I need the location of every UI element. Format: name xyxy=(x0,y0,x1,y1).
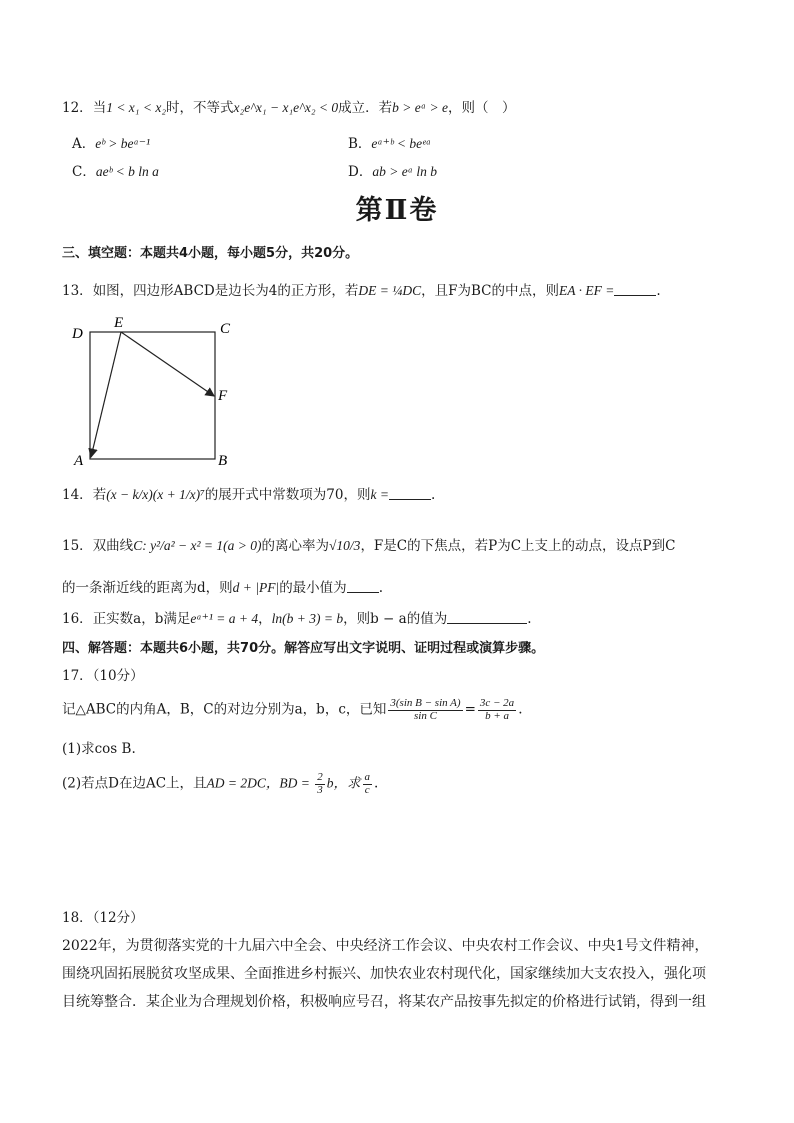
q17-label: 17．（10分） xyxy=(62,668,144,684)
q17-part2-text: (2)若点D在边AC上，且 xyxy=(62,775,207,792)
q17-stem-text: 记△ABC的内角A，B，C的对边分别为a，b，c，已知 xyxy=(62,701,387,718)
q14-label: 14． xyxy=(62,487,93,503)
question-15-line2 xyxy=(62,580,383,596)
q18-line: 围绕巩固拓展脱贫攻坚成果、全面推进乡村振兴、加快农业农村现代化，国家继续加大支农投入，强化项 xyxy=(62,966,706,982)
q17-part2-tail: . xyxy=(374,775,379,792)
option-label: C． xyxy=(72,164,96,180)
fraction-denominator: sin C xyxy=(414,709,437,722)
q16-label: 16． xyxy=(62,611,93,627)
q12-option-b[interactable] xyxy=(348,132,431,152)
q12-text-a: 当 xyxy=(92,100,107,116)
q14-text2: 的展开式中常数项为70，则 xyxy=(204,487,371,503)
q14-text: 若 xyxy=(92,487,107,503)
label-b: B xyxy=(218,453,228,469)
q13-vector-de: DE = ¼DC xyxy=(358,283,422,298)
option-label: A． xyxy=(72,136,96,152)
q18-line: 目统筹整合．某企业为合理规划价格，积极响应号召，将某农产品按事先拟定的价格进行试销，得到一组 xyxy=(62,994,706,1010)
q18-label: 18．（12分） xyxy=(62,910,144,926)
option-label: B． xyxy=(348,136,372,152)
q15-line2: 的一条渐近线的距离为d，则 xyxy=(62,580,233,596)
q17-part2 xyxy=(62,772,378,796)
vector-ea xyxy=(91,332,121,457)
fraction-numerator: a xyxy=(364,771,370,783)
q12-ineq: x₂e^x₁ − x₁e^x₂ < 0 xyxy=(233,100,339,115)
q12-option-c[interactable] xyxy=(72,160,159,180)
q15-text3: ，F是C的下焦点，若P为C上支上的动点，设点P到C xyxy=(360,538,676,554)
fraction-numerator: 3(sin B − sin A) xyxy=(390,697,461,709)
q12-text-d: ，则（ ） xyxy=(447,100,516,116)
q12-option-a[interactable] xyxy=(72,132,150,152)
fraction-numerator: 2 xyxy=(317,771,323,783)
q18-line: 2022年，为贯彻落实党的十九届六中全会、中央经济工作会议、中央农村工作会议、中央1号文件精神， xyxy=(62,938,709,954)
q15-text: 双曲线 xyxy=(92,538,134,554)
label-d: D xyxy=(72,326,83,342)
q12-cond2: b > eᵃ > e xyxy=(392,100,448,115)
label-a: A xyxy=(74,453,84,469)
q14-k: k = xyxy=(370,487,389,502)
q16-eq1: eᵃ⁺¹ = a + 4 xyxy=(190,611,259,626)
option-expr: eᵃ⁺ᵇ < beᵉᵃ xyxy=(371,136,432,151)
q15-equation: C: y²/a² − x² = 1(a > 0) xyxy=(133,538,262,553)
question-13 xyxy=(62,283,661,299)
q16-tail: . xyxy=(527,611,532,627)
q14-expression: (x − k/x)(x + 1/x)⁷ xyxy=(106,487,205,502)
q17-tail: . xyxy=(518,701,523,718)
option-label: D． xyxy=(348,164,373,180)
fraction-denominator: c xyxy=(364,783,370,796)
part4-heading: 四、解答题：本题共6小题，共70分。解答应写出文字说明、证明过程或演算步骤。 xyxy=(62,641,545,656)
q13-dot-product: EA · EF = xyxy=(558,283,615,298)
option-expr: eᵇ > beᵃ⁻¹ xyxy=(95,136,151,151)
q17-fraction-left xyxy=(388,698,462,722)
question-14 xyxy=(62,487,435,503)
q12-option-d[interactable] xyxy=(348,160,437,180)
section-title: 第Ⅱ卷 xyxy=(355,195,439,226)
q17-part2-ratio xyxy=(363,772,373,796)
q16-text: 正实数a，b满足 xyxy=(92,611,191,627)
q12-text-c: 成立．若 xyxy=(338,100,393,116)
fraction-denominator: b + a xyxy=(485,709,509,722)
q15-tail: . xyxy=(378,580,383,596)
q13-answer-blank[interactable] xyxy=(614,283,656,296)
q17-stem xyxy=(62,698,522,722)
q16-eq2: ln(b + 3) = b xyxy=(271,611,344,626)
q17-part2-text2: b，求 xyxy=(326,775,361,791)
q13-label: 13． xyxy=(62,283,93,299)
q15-expression: d + |PF| xyxy=(232,580,280,595)
part3-heading: 三、填空题：本题共4小题，每小题5分，共20分。 xyxy=(62,246,359,261)
q12-text-b: 时，不等式 xyxy=(166,100,234,116)
q12-label: 12． xyxy=(62,100,93,116)
question-16 xyxy=(62,611,532,627)
option-expr: ab > eᵃ ln b xyxy=(372,164,438,179)
q15-answer-blank[interactable] xyxy=(347,580,379,593)
q18-body xyxy=(62,932,732,1016)
vector-ef xyxy=(121,332,214,396)
q15-label: 15． xyxy=(62,538,93,554)
q15-text4: 的最小值为 xyxy=(279,580,347,596)
label-c: C xyxy=(220,321,231,337)
q16-sep: ， xyxy=(258,611,272,627)
option-expr: aeᵇ < b ln a xyxy=(95,164,159,179)
q17-fraction-right xyxy=(478,698,516,722)
q16-answer-blank[interactable] xyxy=(447,611,527,624)
q15-text2: 的离心率为 xyxy=(261,538,330,554)
q13-tail: . xyxy=(656,283,661,299)
q15-eccentricity: √10/3 xyxy=(329,538,361,553)
q13-text: 如图，四边形ABCD是边长为4的正方形，若 xyxy=(92,283,359,299)
q17-part2-expr: AD = 2DC，BD = xyxy=(206,775,314,791)
q13-text2: ，且F为BC的中点，则 xyxy=(421,283,559,299)
q12-cond: 1 < x₁ < x₂ xyxy=(106,100,167,115)
label-f: F xyxy=(218,388,228,404)
square-abcd xyxy=(90,332,215,459)
q14-answer-blank[interactable] xyxy=(389,487,431,500)
question-15 xyxy=(62,538,675,554)
fraction-denominator: 3 xyxy=(317,783,323,796)
q16-text2: ，则b − a的值为 xyxy=(343,611,448,627)
label-e: E xyxy=(114,315,124,331)
q14-tail: . xyxy=(430,487,436,503)
square-figure xyxy=(60,310,245,470)
q17-part1: (1)求cos B. xyxy=(62,741,136,757)
q17-part2-fraction xyxy=(315,772,325,796)
fraction-numerator: 3c − 2a xyxy=(479,697,515,709)
q17-equals: = xyxy=(464,701,476,718)
question-12 xyxy=(62,100,515,116)
